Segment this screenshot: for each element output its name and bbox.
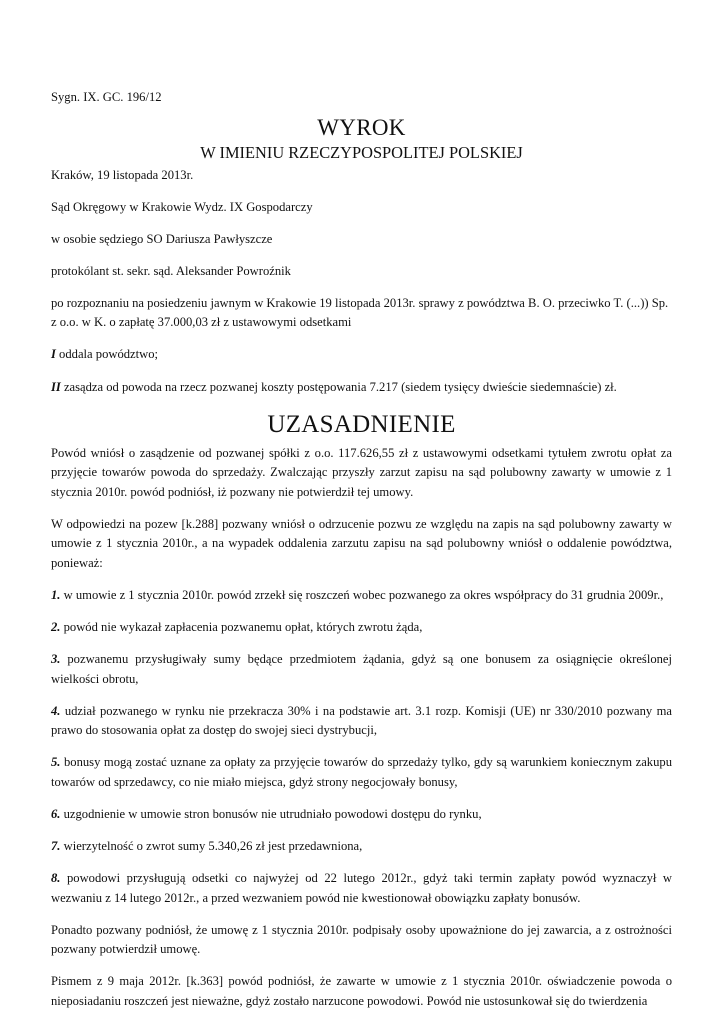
clerk-line: protokólant st. sekr. sąd. Aleksander Powroźnik xyxy=(51,263,291,278)
argument-text: pozwanemu przysługiwały sumy będące przedmiotem żądania, gdyż są one bonusem za osiągnięcie określonej wielkości obrotu, xyxy=(51,652,672,686)
argument-item xyxy=(51,753,672,792)
argument-text: w umowie z 1 stycznia 2010r. powód zrzekł się roszczeń wobec pozwanego za okres współpracy do 31 grudnia 2009r., xyxy=(60,587,664,602)
place-date: Kraków, 19 listopada 2013r. xyxy=(51,167,194,182)
argument-text: powód nie wykazał zapłacenia pozwanemu opłat, których zwrotu żąda, xyxy=(60,619,423,634)
argument-number: 2. xyxy=(51,619,61,634)
argument-number: 3. xyxy=(51,652,61,667)
argument-item xyxy=(51,618,672,638)
document-page xyxy=(51,88,672,1024)
verdict-item xyxy=(51,345,672,365)
argument-text: bonusy mogą zostać uznane za opłaty za przyjęcie towarów do sprzedaży tylko, gdy są warunkiem koniecznym zakupu towarów od sprzedawcy, co nie miało miejsca, gdyż strony negocjowały bonusy, xyxy=(51,755,672,789)
verdict-number: II xyxy=(51,379,61,394)
justification-paragraph: W odpowiedzi na pozew [k.288] pozwany wniósł o odrzucenie pozwu ze względu na zapis na sąd polubowny zawarty w umowie z 1 stycznia 2010r., a na wypadek oddalenia zarzutu zapisu na sąd polubowny wniósł o oddalenie powództwa, ponieważ: xyxy=(51,516,672,570)
argument-number: 8. xyxy=(51,871,61,885)
argument-text: wierzytelność o zwrot sumy 5.340,26 zł jest przedawniona, xyxy=(60,838,363,853)
document-title: WYROK xyxy=(317,114,406,140)
case-signature: Sygn. IX. GC. 196/12 xyxy=(51,90,162,104)
argument-number: 4. xyxy=(51,703,61,718)
justification-paragraph: Pismem z 9 maja 2012r. [k.363] powód podniósł, że zawarte w umowie z 1 stycznia 2010r. oświadczenie powoda o nieposiadaniu roszczeń jest nieważne, gdyż zostało narzucone powodowi. Powód nie ustosunkował się do twierdzenia xyxy=(51,974,672,1008)
justification-heading: UZASADNIENIE xyxy=(267,410,456,438)
argument-text: uzgodnienie w umowie stron bonusów nie utrudniało powodowi dostępu do rynku, xyxy=(60,806,482,821)
argument-number: 7. xyxy=(51,838,61,853)
justification-paragraph: Powód wniósł o zasądzenie od pozwanej spółki z o.o. 117.626,55 zł z ustawowymi odsetkami tytułem zwrotu opłat za przyjęcie towarów powoda do sprzedaży. Zwalczając przyszły zarzut zapisu na sąd polubowny zawarty w umowie z 1 stycznia 2010r. powód podniósł, iż pozwany nie potwierdził tej umowy. xyxy=(51,445,672,499)
verdict-item xyxy=(51,378,672,398)
judge-line: w osobie sędziego SO Dariusza Pawłyszcze xyxy=(51,231,273,246)
argument-item xyxy=(51,837,672,857)
argument-text: powodowi przysługują odsetki co najwyżej od 22 lutego 2012r., gdyż taki termin zapłaty powód wyznaczył w wezwaniu z 14 lutego 2012r., a przed wezwaniem powód nie kwestionował obowiązku zapłaty bonusów. xyxy=(51,871,672,905)
verdict-number: I xyxy=(51,347,56,362)
verdict-text: oddala powództwo; xyxy=(55,347,159,362)
case-description: po rozpoznaniu na posiedzeniu jawnym w Krakowie 19 listopada 2013r. sprawy z powództwa B. O. przeciwko T. (...)) Sp. z o.o. w K. o zapłatę 37.000,03 zł z ustawowymi odsetkami xyxy=(51,295,669,330)
argument-number: 6. xyxy=(51,806,61,821)
argument-number: 5. xyxy=(51,755,61,770)
document-subtitle: W IMIENIU RZECZYPOSPOLITEJ POLSKIEJ xyxy=(200,142,523,162)
justification-paragraph: Ponadto pozwany podniósł, że umowę z 1 stycznia 2010r. podpisały osoby upoważnione do jej zawarcia, a z ostrożności pozwany potwierdził umowę. xyxy=(51,922,672,957)
argument-item xyxy=(51,650,672,689)
argument-number: 1. xyxy=(51,587,61,602)
argument-item xyxy=(51,586,672,606)
court-name: Sąd Okręgowy w Krakowie Wydz. IX Gospodarczy xyxy=(51,199,313,214)
verdict-text: zasądza od powoda na rzecz pozwanej koszty postępowania 7.217 (siedem tysięcy dwieście siedemnaście) zł. xyxy=(60,379,617,394)
argument-text: udział pozwanego w rynku nie przekracza 30% i na podstawie art. 3.1 rozp. Komisji (UE) nr 330/2010 pozwany ma prawo do stosowania opłat za dostęp do swojej sieci dystrybucji, xyxy=(51,703,672,738)
argument-item xyxy=(51,869,672,908)
argument-item xyxy=(51,702,672,741)
argument-item xyxy=(51,805,672,825)
